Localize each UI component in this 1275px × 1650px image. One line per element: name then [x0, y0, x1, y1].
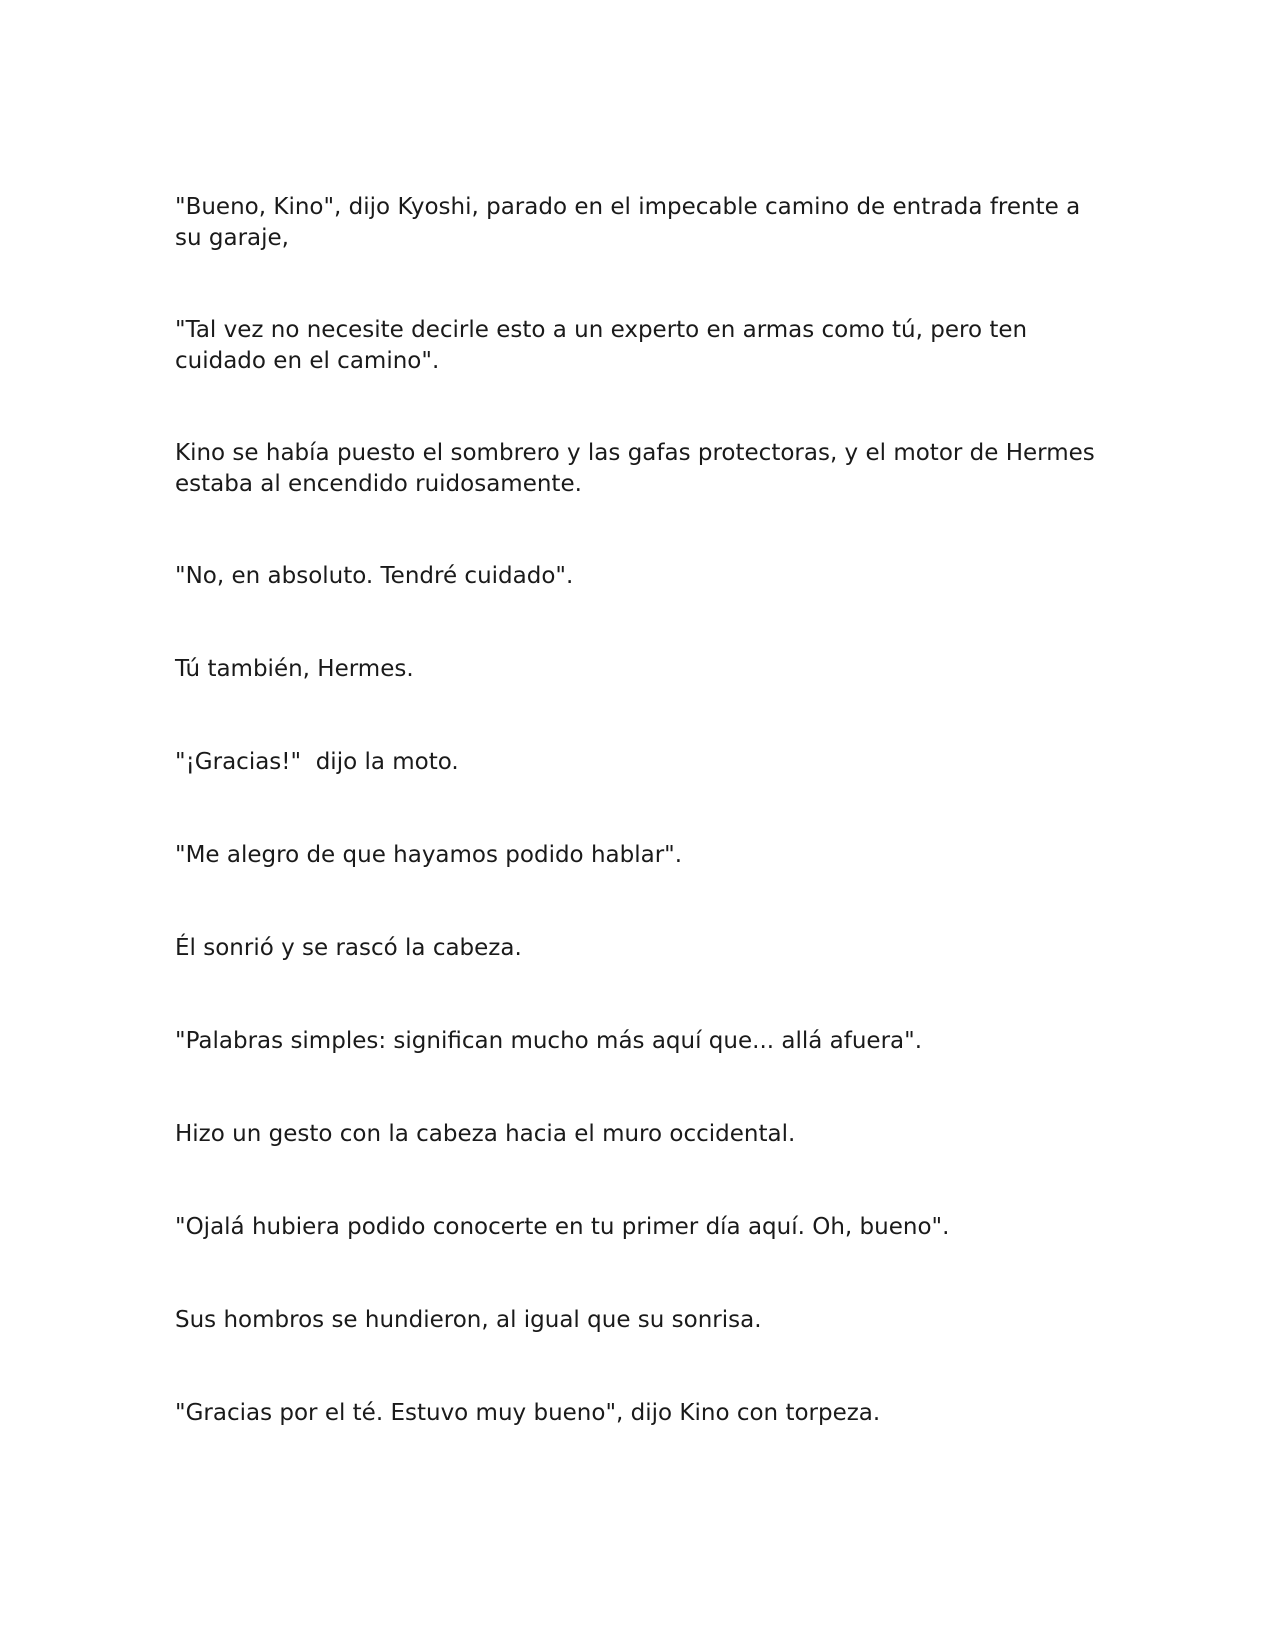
paragraph-5: Tú también, Hermes. — [175, 656, 414, 682]
paragraph-1: "Bueno, Kino", dijo Kyoshi, parado en el impecable camino de entrada frente a su garaje, — [175, 194, 1088, 251]
paragraph-12: Sus hombros se hundieron, al igual que su sonrisa. — [175, 1307, 762, 1333]
paragraph-6: "¡Gracias!" dijo la moto. — [175, 749, 459, 775]
paragraph-4: "No, en absoluto. Tendré cuidado". — [175, 563, 574, 589]
paragraph-13: "Gracias por el té. Estuvo muy bueno", dijo Kino con torpeza. — [175, 1400, 881, 1426]
paragraph-10: Hizo un gesto con la cabeza hacia el muro occidental. — [175, 1121, 796, 1147]
paragraph-9: "Palabras simples: significan mucho más aquí que... allá afuera". — [175, 1028, 923, 1054]
paragraph-2: "Tal vez no necesite decirle esto a un experto en armas como tú, pero ten cuidado en el camino". — [175, 317, 1035, 374]
paragraph-11: "Ojalá hubiera podido conocerte en tu primer día aquí. Oh, bueno". — [175, 1214, 950, 1240]
paragraph-8: Él sonrió y se rascó la cabeza. — [175, 935, 522, 961]
paragraph-7: "Me alegro de que hayamos podido hablar". — [175, 842, 683, 868]
paragraph-3: Kino se había puesto el sombrero y las gafas protectoras, y el motor de Hermes estaba al encendido ruidosamente. — [175, 440, 1103, 497]
